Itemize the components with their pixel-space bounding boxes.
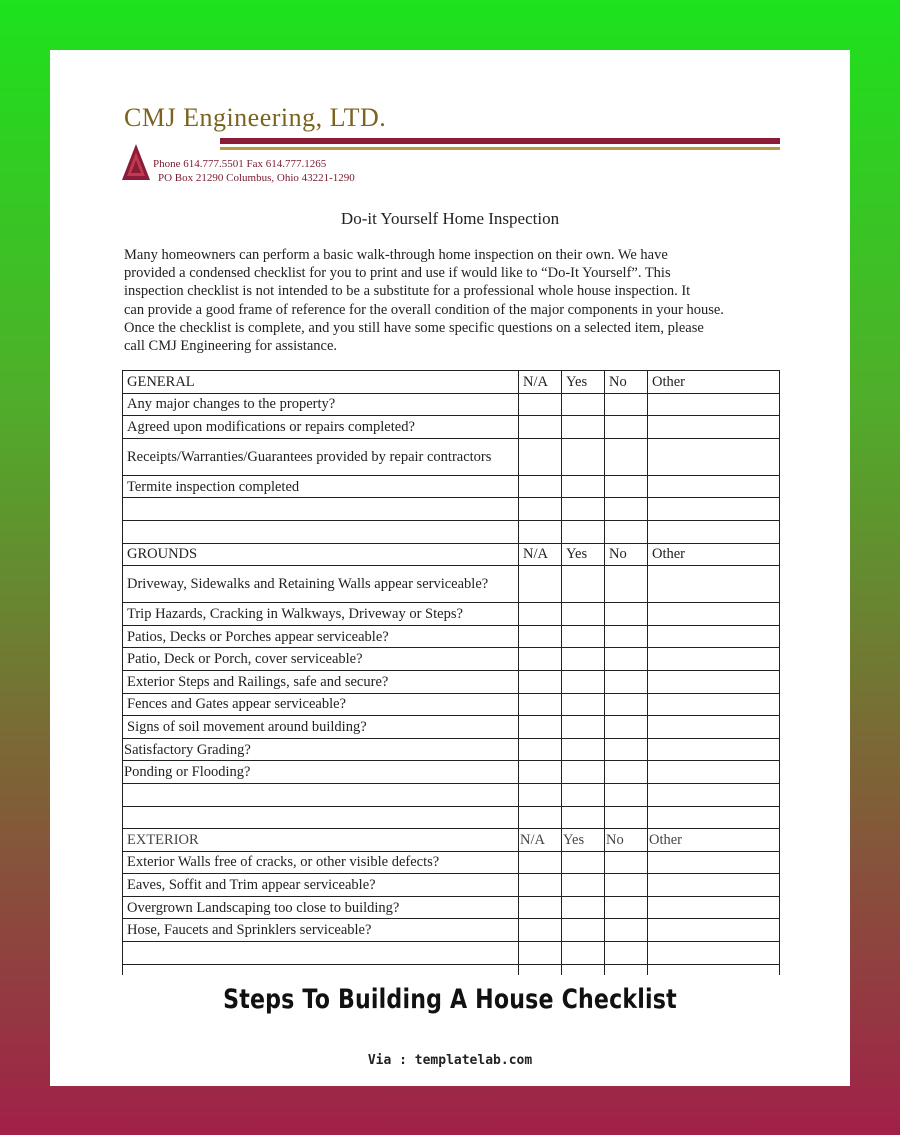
checklist-row <box>123 648 780 671</box>
other-cell[interactable] <box>648 738 780 761</box>
checklist-row <box>123 693 780 716</box>
yes-cell[interactable] <box>562 851 605 874</box>
yes-cell[interactable] <box>562 670 605 693</box>
no-cell[interactable] <box>605 806 648 829</box>
na-cell[interactable] <box>519 761 562 784</box>
no-cell[interactable] <box>605 738 648 761</box>
column-header-other: Other <box>648 543 780 566</box>
na-cell[interactable] <box>519 498 562 521</box>
other-cell[interactable] <box>648 874 780 897</box>
checklist-row <box>123 416 780 439</box>
checklist-item: Any major changes to the property? <box>123 393 519 416</box>
no-cell[interactable] <box>605 625 648 648</box>
triangle-logo-icon <box>121 142 151 182</box>
other-cell[interactable] <box>648 896 780 919</box>
section-header-exterior <box>123 829 780 852</box>
blank-cell[interactable] <box>123 942 519 965</box>
checklist-item: Exterior Walls free of cracks, or other visible defects? <box>123 851 519 874</box>
blank-row <box>123 498 780 521</box>
checklist-row <box>123 670 780 693</box>
checklist-row <box>123 475 780 498</box>
contact-block <box>153 157 355 185</box>
checklist-row <box>123 438 780 475</box>
other-cell[interactable] <box>648 603 780 626</box>
blank-row <box>123 964 780 975</box>
other-cell[interactable] <box>648 942 780 965</box>
other-cell[interactable] <box>648 806 780 829</box>
checklist-row <box>123 716 780 739</box>
na-cell[interactable] <box>519 738 562 761</box>
na-cell[interactable] <box>519 896 562 919</box>
checklist-item: Agreed upon modifications or repairs completed? <box>123 416 519 439</box>
yes-cell[interactable] <box>562 806 605 829</box>
checklist-item: Hose, Faucets and Sprinklers serviceable? <box>123 919 519 942</box>
other-cell[interactable] <box>648 625 780 648</box>
checklist-row <box>123 566 780 603</box>
blank-row <box>123 942 780 965</box>
section-title: EXTERIOR <box>123 829 519 852</box>
yes-cell[interactable] <box>562 738 605 761</box>
intro-line: provided a condensed checklist for you to print and use if would like to “Do-It Yourself”. This <box>124 265 671 282</box>
yes-cell[interactable] <box>562 416 605 439</box>
column-header-no: No <box>605 371 648 394</box>
column-header-yes: Yes <box>562 829 605 852</box>
other-cell[interactable] <box>648 393 780 416</box>
checklist-row <box>123 851 780 874</box>
checklist-item: Overgrown Landscaping too close to building? <box>123 896 519 919</box>
letterhead-rule-maroon <box>220 138 780 144</box>
yes-cell[interactable] <box>562 648 605 671</box>
na-cell[interactable] <box>519 693 562 716</box>
checklist-item: Exterior Steps and Railings, safe and secure? <box>123 670 519 693</box>
source-credit: Via : templatelab.com <box>367 1053 533 1068</box>
yes-cell[interactable] <box>562 919 605 942</box>
no-cell[interactable] <box>605 603 648 626</box>
na-cell[interactable] <box>519 603 562 626</box>
other-cell[interactable] <box>648 566 780 603</box>
inspection-document <box>50 50 850 975</box>
inspection-checklist-table <box>122 370 780 975</box>
na-cell[interactable] <box>519 566 562 603</box>
column-header-yes: Yes <box>562 543 605 566</box>
checklist-item: Signs of soil movement around building? <box>123 716 519 739</box>
contact-phone-fax: Phone 614.777.5501 Fax 614.777.1265 <box>153 158 327 170</box>
no-cell[interactable] <box>605 648 648 671</box>
other-cell[interactable] <box>648 520 780 543</box>
blank-cell[interactable] <box>123 964 519 975</box>
yes-cell[interactable] <box>562 603 605 626</box>
no-cell[interactable] <box>605 475 648 498</box>
company-name: CMJ Engineering, LTD. <box>124 103 387 132</box>
na-cell[interactable] <box>519 806 562 829</box>
checklist-row <box>123 874 780 897</box>
na-cell[interactable] <box>519 438 562 475</box>
no-cell[interactable] <box>605 393 648 416</box>
yes-cell[interactable] <box>562 625 605 648</box>
yes-cell[interactable] <box>562 438 605 475</box>
no-cell[interactable] <box>605 919 648 942</box>
blank-cell[interactable] <box>123 783 519 806</box>
no-cell[interactable] <box>605 874 648 897</box>
checklist-item: Trip Hazards, Cracking in Walkways, Driveway or Steps? <box>123 603 519 626</box>
blank-row <box>123 520 780 543</box>
checklist-row <box>123 393 780 416</box>
checklist-item: Patio, Deck or Porch, cover serviceable? <box>123 648 519 671</box>
na-cell[interactable] <box>519 942 562 965</box>
na-cell[interactable] <box>519 851 562 874</box>
intro-line: inspection checklist is not intended to be a substitute for a professional whole house inspection. It <box>124 283 691 300</box>
no-cell[interactable] <box>605 498 648 521</box>
other-cell[interactable] <box>648 648 780 671</box>
na-cell[interactable] <box>519 964 562 975</box>
other-cell[interactable] <box>648 761 780 784</box>
section-header-general <box>123 371 780 394</box>
no-cell[interactable] <box>605 896 648 919</box>
no-cell[interactable] <box>605 670 648 693</box>
checklist-item: Patios, Decks or Porches appear serviceable? <box>123 625 519 648</box>
no-cell[interactable] <box>605 438 648 475</box>
yes-cell[interactable] <box>562 964 605 975</box>
checklist-item: Eaves, Soffit and Trim appear serviceable? <box>123 874 519 897</box>
no-cell[interactable] <box>605 942 648 965</box>
column-header-other: Other <box>648 371 780 394</box>
section-title: GENERAL <box>123 371 519 394</box>
na-cell[interactable] <box>519 716 562 739</box>
other-cell[interactable] <box>648 964 780 975</box>
blank-cell[interactable] <box>123 520 519 543</box>
intro-line: Many homeowners can perform a basic walk-through home inspection on their own. We have <box>124 247 668 263</box>
yes-cell[interactable] <box>562 393 605 416</box>
blank-row <box>123 806 780 829</box>
contact-address: PO Box 21290 Columbus, Ohio 43221-1290 <box>158 172 355 184</box>
column-header-yes: Yes <box>562 371 605 394</box>
yes-cell[interactable] <box>562 874 605 897</box>
image-card <box>50 50 850 1086</box>
intro-line: can provide a good frame of reference for the overall condition of the major components in your house. <box>124 301 724 318</box>
na-cell[interactable] <box>519 416 562 439</box>
yes-cell[interactable] <box>562 942 605 965</box>
checklist-row <box>123 603 780 626</box>
yes-cell[interactable] <box>562 520 605 543</box>
no-cell[interactable] <box>605 520 648 543</box>
other-cell[interactable] <box>648 716 780 739</box>
column-header-other: Other <box>648 829 780 852</box>
yes-cell[interactable] <box>562 896 605 919</box>
yes-cell[interactable] <box>562 693 605 716</box>
other-cell[interactable] <box>648 416 780 439</box>
intro-paragraph <box>124 246 794 355</box>
yes-cell[interactable] <box>562 475 605 498</box>
no-cell[interactable] <box>605 416 648 439</box>
other-cell[interactable] <box>648 851 780 874</box>
column-header-na: N/A <box>519 543 562 566</box>
no-cell[interactable] <box>605 716 648 739</box>
blank-cell[interactable] <box>123 498 519 521</box>
document-title: Do-it Yourself Home Inspection <box>340 209 560 228</box>
checklist-item: Satisfactory Grading? <box>123 738 519 761</box>
na-cell[interactable] <box>519 670 562 693</box>
other-cell[interactable] <box>648 919 780 942</box>
section-title: GROUNDS <box>123 543 519 566</box>
column-header-na: N/A <box>519 829 562 852</box>
yes-cell[interactable] <box>562 566 605 603</box>
checklist-item: Fences and Gates appear serviceable? <box>123 693 519 716</box>
checklist-row <box>123 896 780 919</box>
na-cell[interactable] <box>519 648 562 671</box>
na-cell[interactable] <box>519 475 562 498</box>
no-cell[interactable] <box>605 566 648 603</box>
na-cell[interactable] <box>519 625 562 648</box>
na-cell[interactable] <box>519 874 562 897</box>
column-header-no: No <box>605 829 648 852</box>
intro-line: call CMJ Engineering for assistance. <box>124 338 338 355</box>
checklist-item: Driveway, Sidewalks and Retaining Walls appear serviceable? <box>123 566 519 603</box>
na-cell[interactable] <box>519 783 562 806</box>
no-cell[interactable] <box>605 761 648 784</box>
no-cell[interactable] <box>605 783 648 806</box>
other-cell[interactable] <box>648 670 780 693</box>
blank-cell[interactable] <box>123 806 519 829</box>
checklist-item: Termite inspection completed <box>123 475 519 498</box>
other-cell[interactable] <box>648 693 780 716</box>
checklist-row <box>123 625 780 648</box>
yes-cell[interactable] <box>562 498 605 521</box>
checklist-item: Receipts/Warranties/Guarantees provided by repair contractors <box>123 438 519 475</box>
other-cell[interactable] <box>648 498 780 521</box>
intro-line: Once the checklist is complete, and you still have some specific questions on a selected item, please <box>124 319 704 336</box>
column-header-no: No <box>605 543 648 566</box>
other-cell[interactable] <box>648 783 780 806</box>
yes-cell[interactable] <box>562 716 605 739</box>
caption-title: Steps To Building A House Checklist <box>223 984 677 1015</box>
na-cell[interactable] <box>519 520 562 543</box>
checklist-row <box>123 919 780 942</box>
no-cell[interactable] <box>605 964 648 975</box>
letterhead-rule-gold <box>220 147 780 150</box>
checklist-item: Ponding or Flooding? <box>123 761 519 784</box>
na-cell[interactable] <box>519 919 562 942</box>
column-header-na: N/A <box>519 371 562 394</box>
other-cell[interactable] <box>648 475 780 498</box>
no-cell[interactable] <box>605 693 648 716</box>
section-header-grounds <box>123 543 780 566</box>
yes-cell[interactable] <box>562 761 605 784</box>
yes-cell[interactable] <box>562 783 605 806</box>
blank-row <box>123 783 780 806</box>
na-cell[interactable] <box>519 393 562 416</box>
no-cell[interactable] <box>605 851 648 874</box>
checklist-row <box>123 738 780 761</box>
other-cell[interactable] <box>648 438 780 475</box>
checklist-row <box>123 761 780 784</box>
